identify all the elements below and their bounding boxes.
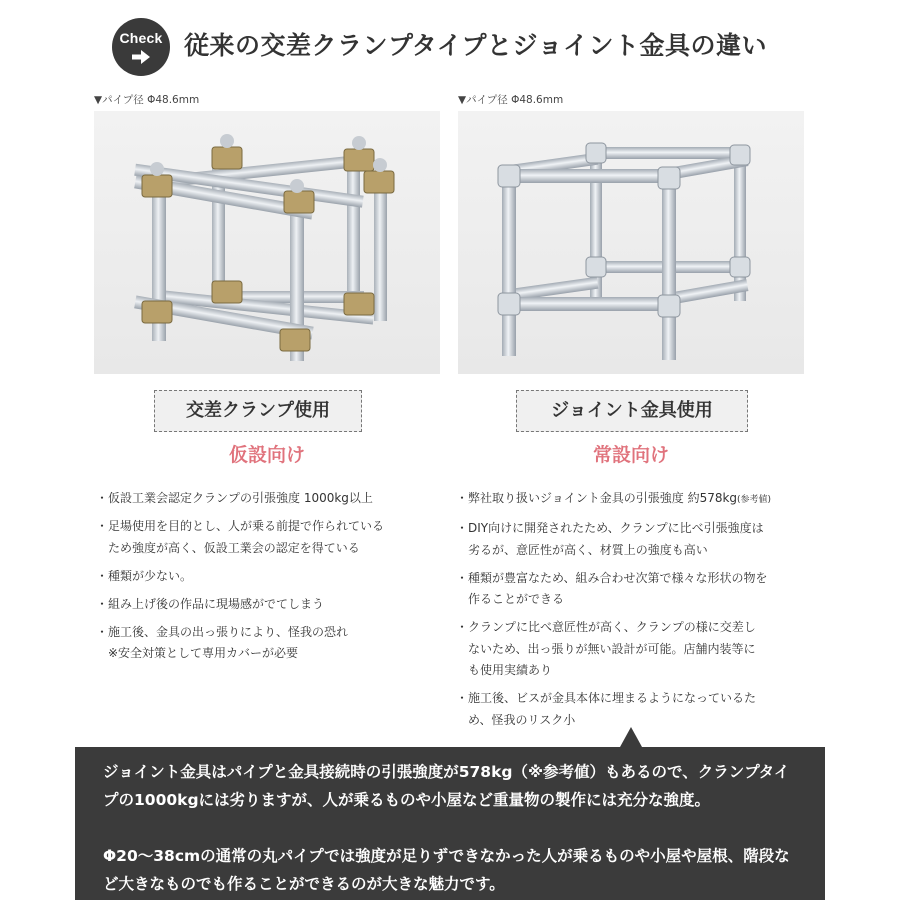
clamp-frame-photo: [94, 111, 440, 374]
list-item: [94, 488, 454, 510]
bullet-marker: ・: [456, 491, 469, 505]
bullet-marker: ・: [456, 521, 469, 535]
callout-paragraph-2: Φ20～38cmの通常の丸パイプでは強度が足りずできなかった人が乗るものや小屋や屋根、階段など大きなものでも作ることができるのが大きな魅力です。: [103, 847, 790, 893]
list-item-text: クランプに比べ意匠性が高く、クランプの様に交差し ないため、出っ張りが無い設計が可能。店舗内装等に も使用実績あり: [468, 620, 756, 677]
bullet-marker: ・: [96, 519, 109, 533]
pipe-diameter-label: ▼パイプ径 Φ48.6mm: [458, 94, 564, 106]
clamp-feature-list: [94, 488, 454, 671]
list-item: [454, 688, 814, 731]
check-badge: [112, 18, 170, 76]
list-item-text: 足場使用を目的とし、人が乗る前提で作られている ため強度が高く、仮設工業会の認定を得ている: [108, 519, 385, 555]
arrow-right-icon: [132, 50, 150, 64]
list-item: [454, 617, 814, 682]
callout-pointer: [620, 727, 642, 747]
list-item-text: 仮設工業会認定クランプの引張強度 1000kg以上: [108, 491, 373, 505]
list-item-text: 種類が豊富なため、組み合わせ次第で様々な形状の物を 作ることができる: [468, 570, 768, 606]
joint-usage-label: 常設向け: [592, 444, 669, 466]
list-item-text: 組み上げ後の作品に現場感がでてしまう: [108, 596, 325, 611]
clamp-usage-label: 仮設向け: [228, 444, 305, 466]
summary-callout: [75, 747, 825, 900]
bullet-marker: ・: [96, 491, 109, 505]
callout-paragraph-1: ジョイント金具はパイプと金具接続時の引張強度が578kg（※参考値）もあるので、クランプタイプの1000kgには劣りますが、人が乗るものや小屋など重量物の製作には充分な強度。: [103, 763, 790, 809]
bullet-marker: ・: [96, 568, 109, 583]
clamp-column: [94, 92, 440, 374]
list-item: [454, 518, 814, 561]
header: [0, 0, 900, 92]
joint-type-label: ジョイント金具使用: [516, 390, 748, 432]
joint-feature-list: [454, 488, 814, 738]
bullet-marker: ・: [456, 570, 469, 585]
check-badge-label: Check: [119, 30, 163, 46]
list-item-text: 弊社取り扱いジョイント金具の引張強度 約578kg: [468, 491, 738, 505]
joint-frame-illustration: [458, 111, 804, 374]
list-item-text: 種類が少ない。: [108, 568, 193, 583]
bullet-marker: ・: [456, 620, 469, 634]
list-item: [454, 488, 814, 512]
clamp-frame-illustration: [94, 111, 440, 374]
bullet-marker: ・: [96, 624, 109, 639]
clamp-type-label: 交差クランプ使用: [154, 390, 362, 432]
joint-column: [458, 92, 804, 374]
list-item-text: 施工後、金具の出っ張りにより、怪我の恐れ: [108, 624, 349, 639]
list-item: [454, 568, 814, 611]
list-item: [94, 594, 454, 616]
pipe-diameter-label: ▼パイプ径 Φ48.6mm: [94, 94, 200, 106]
bullet-marker: ・: [456, 691, 469, 705]
list-item: [94, 622, 454, 665]
list-item-text: DIY向けに開発されたため、クランプに比べ引張強度は 劣るが、意匠性が高く、材質上の強度も高い: [468, 521, 764, 557]
list-item: [94, 516, 454, 559]
list-item: [94, 566, 454, 588]
bullet-marker: ・: [96, 596, 109, 611]
page-title: 従来の交差クランプタイプとジョイント金具の違い: [184, 31, 768, 60]
safety-note: ※安全対策として専用カバーが必要: [108, 646, 299, 660]
joint-frame-photo: [458, 111, 804, 374]
reference-value-note: (参考値): [737, 495, 772, 505]
list-item-text: 施工後、ビスが金具本体に埋まるようになっているた め、怪我のリスク小: [468, 691, 757, 727]
